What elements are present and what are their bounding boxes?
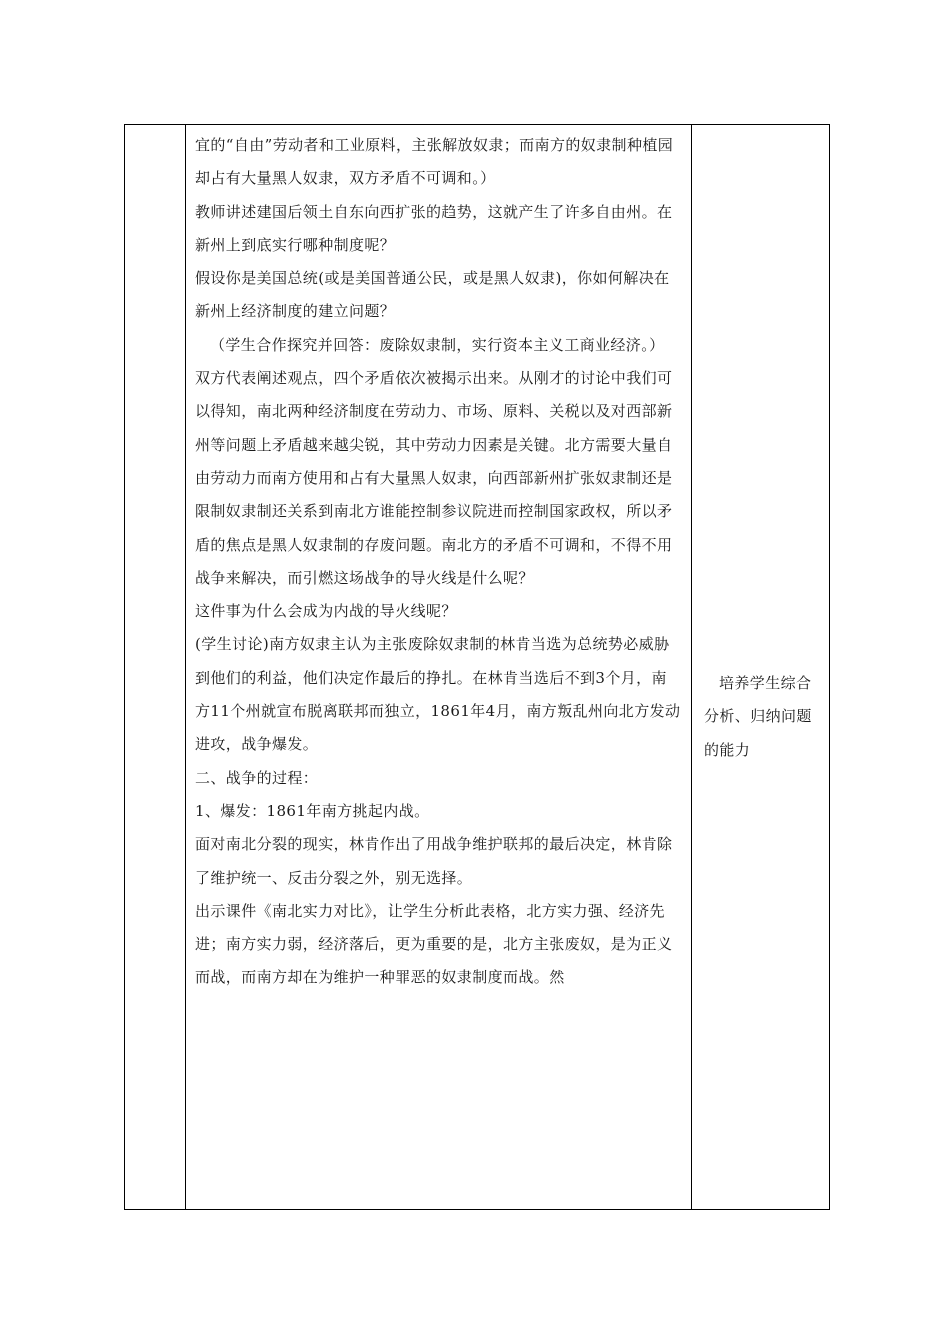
paragraph: 双方代表阐述观点，四个矛盾依次被揭示出来。从刚才的讨论中我们可以得知，南北两种经济制度在劳动力、市场、原料、关税以及对西部新州等问题上矛盾越来越尖锐，其中劳动力因素是关键。北方需要大量自由劳动力而南方使用和占有大量黑人奴隶，向西部新州扩张奴隶制还是限制奴隶制还关系到南北方谁能控制参议院进而控制国家政权，所以矛盾的焦点是黑人奴隶制的存废问题。南北方的矛盾不可调和，不得不用战争来解决，而引燃这场战争的导火线是什么呢？ — [195, 369, 673, 587]
teaching-process-text — [186, 125, 691, 995]
paragraph: 教师讲述建国后领土自东向西扩张的趋势，这就产生了许多自由州。在新州上到底实行哪种制度呢？ — [195, 202, 673, 254]
paragraph: 这件事为什么会成为内战的导火线呢？ — [195, 602, 457, 621]
paragraph: （学生合作探究并回答：废除奴隶制，实行资本主义工商业经济。） — [210, 335, 665, 354]
table-row — [125, 125, 830, 1210]
paragraph: 出示课件《南北实力对比》，让学生分析此表格，北方实力强、经济先进；南方实力弱，经济落后，更为重要的是，北方主张废奴，是为正义而战，而南方却在为维护一种罪恶的奴隶制度而战。然 — [195, 901, 673, 987]
paragraph: 假设你是美国总统(或是美国普通公民，或是黑人奴隶)，你如何解决在新州上经济制度的建立问题？ — [195, 269, 670, 321]
paragraph: (学生讨论)南方奴隶主认为主张废除奴隶制的林肯当选为总统势必威胁到他们的利益，他们决定作最后的挣扎。在林肯当选后不到3个月，南方11个州就宣布脱离联邦而独立，1861年4月，南方叛乱州向北方发动进攻，战争爆发。 — [195, 635, 681, 754]
section-heading: 二、战争的过程： — [195, 768, 319, 787]
paragraph: 宜的“自由”劳动者和工业原料，主张解放奴隶；而南方的奴隶制种植园却占有大量黑人奴隶，双方矛盾不可调和。） — [195, 136, 674, 188]
blank-left-cell — [125, 125, 186, 1210]
design-intent-cell — [692, 125, 830, 1210]
paragraph: 1、爆发：1861年南方挑起内战。 — [195, 801, 430, 820]
paragraph: 面对南北分裂的现实，林肯作出了用战争维护联邦的最后决定，林肯除了维护统一、反击分裂之外，别无选择。 — [195, 835, 673, 887]
teaching-process-cell — [186, 125, 692, 1210]
design-intent-text: 培养学生综合分析、归纳问题的能力 — [704, 674, 812, 759]
lesson-plan-table — [124, 124, 830, 1210]
